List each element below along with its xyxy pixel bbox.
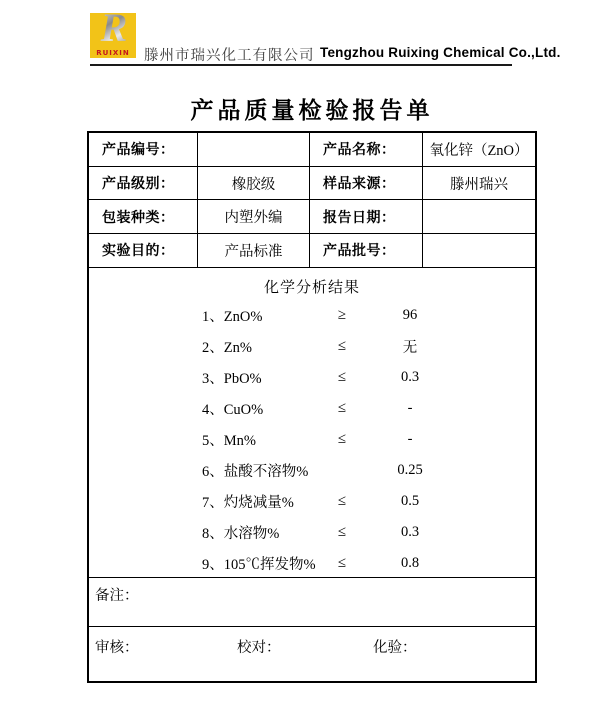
item-comparator: ≤ <box>337 430 347 447</box>
sample-source-label: 样品来源： <box>310 167 423 201</box>
analysis-item <box>89 517 535 548</box>
assay-label: 化验： <box>373 639 417 656</box>
test-purpose-value: 产品标准 <box>198 234 310 268</box>
test-purpose-label: 实验目的： <box>89 234 198 268</box>
item-name: 2、Zn% <box>202 339 252 356</box>
product-name-value: 氧化锌（ZnO） <box>423 133 535 167</box>
item-comparator: ≤ <box>337 554 347 571</box>
logo-r-glyph: R <box>91 8 137 48</box>
product-code-label: 产品编号： <box>89 133 198 167</box>
analysis-item <box>89 393 535 424</box>
item-comparator: ≤ <box>337 523 347 540</box>
item-value: 96 <box>402 306 418 323</box>
info-grid <box>89 133 535 268</box>
remark-label: 备注： <box>95 587 139 604</box>
item-value: 0.5 <box>400 492 420 509</box>
item-name: 7、灼烧减量% <box>202 494 294 511</box>
page-title: 产品质量检验报告单 <box>190 97 434 123</box>
report-table <box>87 131 537 683</box>
item-name: 9、105℃挥发物% <box>202 556 316 573</box>
logo-brand-text: RUIXIN <box>96 49 130 57</box>
item-comparator: ≥ <box>337 306 347 323</box>
item-value: 0.3 <box>400 523 420 540</box>
analysis-item <box>89 548 535 579</box>
report-date-value <box>423 200 535 234</box>
item-name: 4、CuO% <box>202 401 264 418</box>
item-value: 无 <box>402 339 418 356</box>
item-value: 0.8 <box>400 554 420 571</box>
packing-type-label: 包装种类： <box>89 200 198 234</box>
item-value: 0.25 <box>397 461 423 478</box>
analysis-item <box>89 300 535 331</box>
item-name: 8、水溶物% <box>202 525 280 542</box>
company-name-en: Tengzhou Ruixing Chemical Co.,Ltd. <box>320 45 561 60</box>
item-name: 5、Mn% <box>202 432 256 449</box>
proofread-label: 校对： <box>237 639 281 656</box>
sample-source-value: 滕州瑞兴 <box>423 167 535 201</box>
company-name-cn: 滕州市瑞兴化工有限公司 <box>144 48 315 64</box>
analysis-item <box>89 331 535 362</box>
item-comparator: ≤ <box>337 399 347 416</box>
analysis-item <box>89 486 535 517</box>
item-comparator: ≤ <box>337 492 347 509</box>
analysis-item <box>89 455 535 486</box>
item-value: 0.3 <box>400 368 420 385</box>
audit-label: 审核： <box>95 639 139 656</box>
signature-row <box>89 627 535 681</box>
packing-type-value: 内塑外编 <box>198 200 310 234</box>
report-date-label: 报告日期： <box>310 200 423 234</box>
item-name: 1、ZnO% <box>202 308 263 325</box>
item-value: - <box>407 430 413 447</box>
product-grade-value: 橡胶级 <box>198 167 310 201</box>
analysis-section <box>89 268 535 578</box>
item-comparator: ≤ <box>337 368 347 385</box>
product-grade-label: 产品级别： <box>89 167 198 201</box>
batch-number-label: 产品批号： <box>310 234 423 268</box>
item-name: 6、盐酸不溶物% <box>202 463 309 480</box>
product-name-label: 产品名称： <box>310 133 423 167</box>
product-code-value <box>198 133 310 167</box>
item-comparator: ≤ <box>337 337 347 354</box>
item-name: 3、PbO% <box>202 370 262 387</box>
analysis-item <box>89 362 535 393</box>
ruixin-logo <box>90 5 136 58</box>
analysis-title: 化学分析结果 <box>263 279 360 296</box>
header-rule <box>90 64 512 66</box>
analysis-item <box>89 424 535 455</box>
item-value: - <box>407 399 413 416</box>
batch-number-value <box>423 234 535 268</box>
remark-row <box>89 578 535 627</box>
